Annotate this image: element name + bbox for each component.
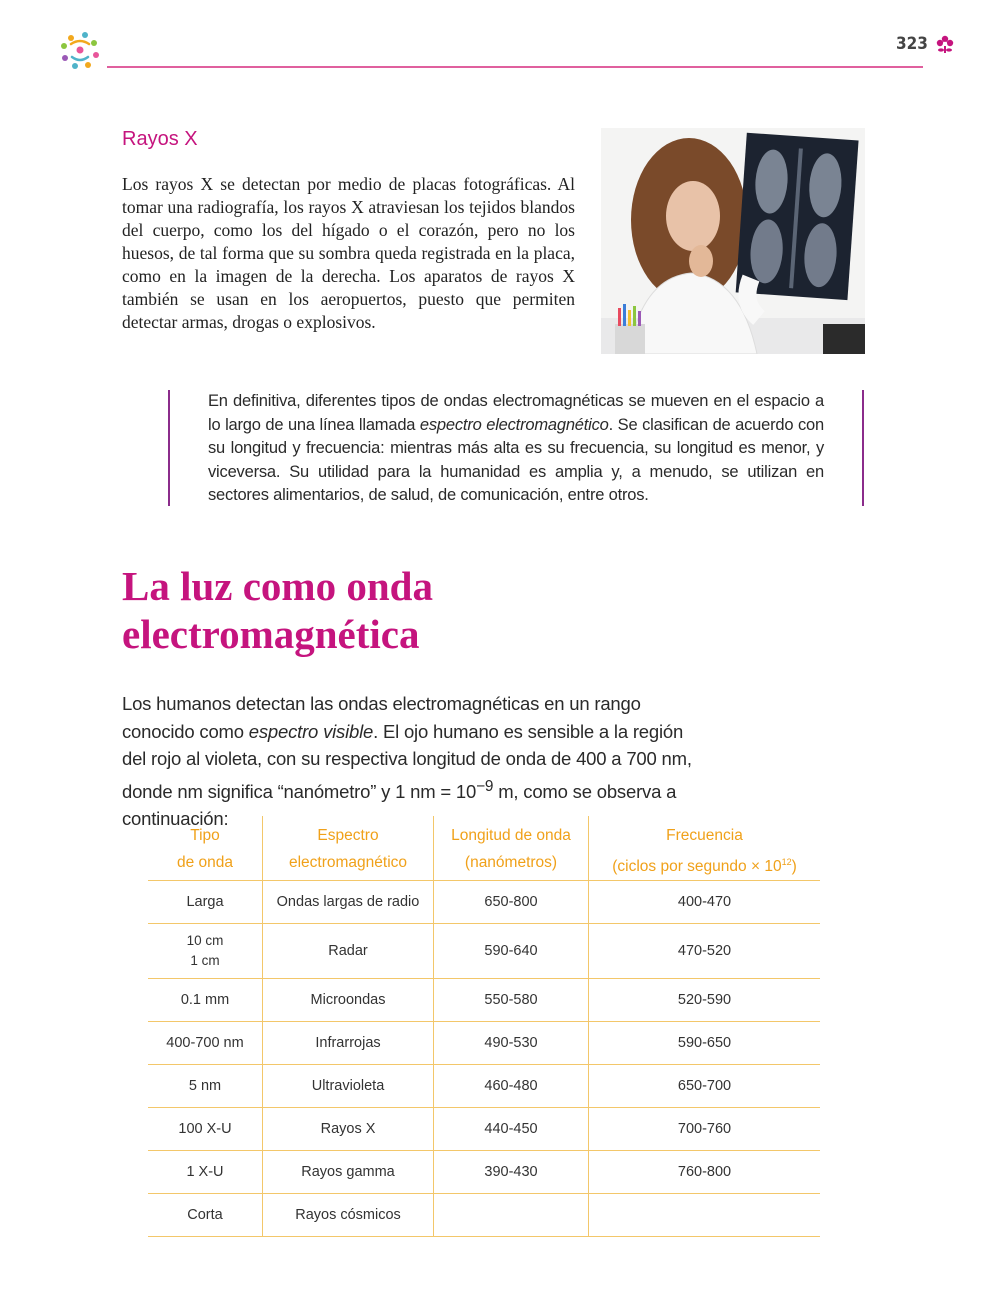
table-row [148, 979, 820, 1022]
intro-superscript: −9 [476, 777, 494, 795]
cell-frecuencia: 650-700 [589, 1065, 821, 1108]
header-frecuencia-line2-after: ) [791, 858, 797, 876]
cell-espectro: Ultravioleta [263, 1065, 434, 1108]
main-heading-line1: La luz como onda [122, 563, 433, 609]
table-row [148, 1194, 820, 1237]
dots-circle-logo-icon [58, 28, 102, 72]
header-espectro [263, 816, 434, 881]
header-tipo [148, 816, 263, 881]
main-heading-line2: electromagnética [122, 611, 420, 657]
xray-paragraph: Los rayos X se detectan por medio de placas fotográficas. Al tomar una radiografía, los rayos X atraviesan los tejidos blandos del cuerpo, como los del hígado o el corazón, pero no los huesos, de tal forma que su sombra queda registrada en la placa, como en la imagen de la derecha. Los aparatos de rayos X también se usan en los aeropuertos, puesto que permiten detectar armas, drogas o explosivos. [122, 174, 575, 332]
header-espectro-line1: Espectro [317, 827, 379, 844]
cell-tipo: 5 nm [148, 1065, 263, 1108]
table-row [148, 881, 820, 924]
cell-espectro: Rayos cósmicos [263, 1194, 434, 1237]
table-row [148, 1151, 820, 1194]
cell-frecuencia [589, 1194, 821, 1237]
cell-frecuencia: 470-520 [589, 924, 821, 979]
cell-frecuencia: 760-800 [589, 1151, 821, 1194]
callout-left-bar [168, 390, 170, 506]
table-header-row [148, 816, 820, 881]
cell-espectro: Rayos gamma [263, 1151, 434, 1194]
intro-emphasis: espectro visible [248, 720, 374, 742]
header-frecuencia-sup: 12 [781, 857, 792, 867]
cell-longitud: 590-640 [434, 924, 589, 979]
header-tipo-line1: Tipo [190, 827, 220, 844]
cell-espectro: Rayos X [263, 1108, 434, 1151]
intro-text-after: m, como se observa a continuación: [122, 780, 677, 830]
cell-longitud: 440-450 [434, 1108, 589, 1151]
cell-tipo: 0.1 mm [148, 979, 263, 1022]
cell-tipo: 400-700 nm [148, 1022, 263, 1065]
table-row [148, 1108, 820, 1151]
cell-longitud: 490-530 [434, 1022, 589, 1065]
cell-frecuencia: 520-590 [589, 979, 821, 1022]
cell-tipo-line1: 10 cm [186, 933, 224, 949]
intro-paragraph [122, 690, 702, 833]
header-espectro-line2: electromagnético [288, 854, 408, 871]
header-rule [107, 66, 923, 68]
callout-text-after: . Se clasifican de acuerdo con su longitud y frecuencia: mientras más alta es su frecuencia, su longitud es menor, y viceversa. Su utilidad para la humanidad es amplia y, a menudo, se utilizan en sectores alimentarios, de salud, de comunicación, entre otros. [208, 415, 824, 504]
cell-frecuencia: 590-650 [589, 1022, 821, 1065]
cell-tipo-line2: 1 cm [190, 953, 220, 969]
header-longitud [434, 816, 589, 881]
intro-text-middle: . El ojo humano es sensible a la región del rojo al violeta, con su respectiva longitud de onda de 400 a 700 nm, donde nm significa “nanómetro” y 1 nm = 10 [122, 720, 692, 802]
cell-espectro: Radar [263, 924, 434, 979]
cell-tipo: 1 X-U [148, 1151, 263, 1194]
header-longitud-line1: Longitud de onda [451, 827, 571, 844]
page-number: 323 [896, 34, 928, 54]
table-row [148, 924, 820, 979]
cell-longitud: 460-480 [434, 1065, 589, 1108]
header-frecuencia-line1: Frecuencia [666, 827, 743, 844]
cell-tipo: 100 X-U [148, 1108, 263, 1151]
section-title-rayos-x: Rayos X [122, 128, 198, 150]
cell-espectro: Infrarrojas [263, 1022, 434, 1065]
doctor-xray-photo [601, 128, 865, 354]
cell-frecuencia: 700-760 [589, 1108, 821, 1151]
header-longitud-line2: (nanómetros) [464, 854, 558, 871]
callout-text-before: En definitiva, diferentes tipos de ondas electromagnéticas se mueven en el espacio a lo largo de una línea llamada [208, 392, 824, 434]
cell-tipo: Corta [148, 1194, 263, 1237]
spectrum-table [148, 816, 820, 1237]
cell-longitud: 550-580 [434, 979, 589, 1022]
cell-espectro: Ondas largas de radio [263, 881, 434, 924]
main-heading [122, 562, 433, 658]
header-frecuencia-line2-before: (ciclos por segundo × 10 [612, 858, 782, 876]
flower-ornament-icon [934, 33, 956, 55]
cell-espectro: Microondas [263, 979, 434, 1022]
cell-tipo [148, 924, 263, 979]
callout-paragraph [208, 390, 824, 508]
table-row [148, 1065, 820, 1108]
cell-tipo: Larga [148, 881, 263, 924]
header-frecuencia [589, 816, 821, 881]
cell-longitud: 390-430 [434, 1151, 589, 1194]
table-row [148, 1022, 820, 1065]
cell-frecuencia: 400-470 [589, 881, 821, 924]
callout-emphasis: espectro electromagnético [419, 415, 609, 434]
header-frecuencia-line2 [593, 849, 816, 880]
intro-text-before: Los humanos detectan las ondas electromagnéticas en un rango conocido como [122, 693, 641, 742]
header-tipo-line2: de onda [176, 854, 234, 871]
cell-longitud: 650-800 [434, 881, 589, 924]
cell-longitud [434, 1194, 589, 1237]
callout-right-bar [862, 390, 864, 506]
